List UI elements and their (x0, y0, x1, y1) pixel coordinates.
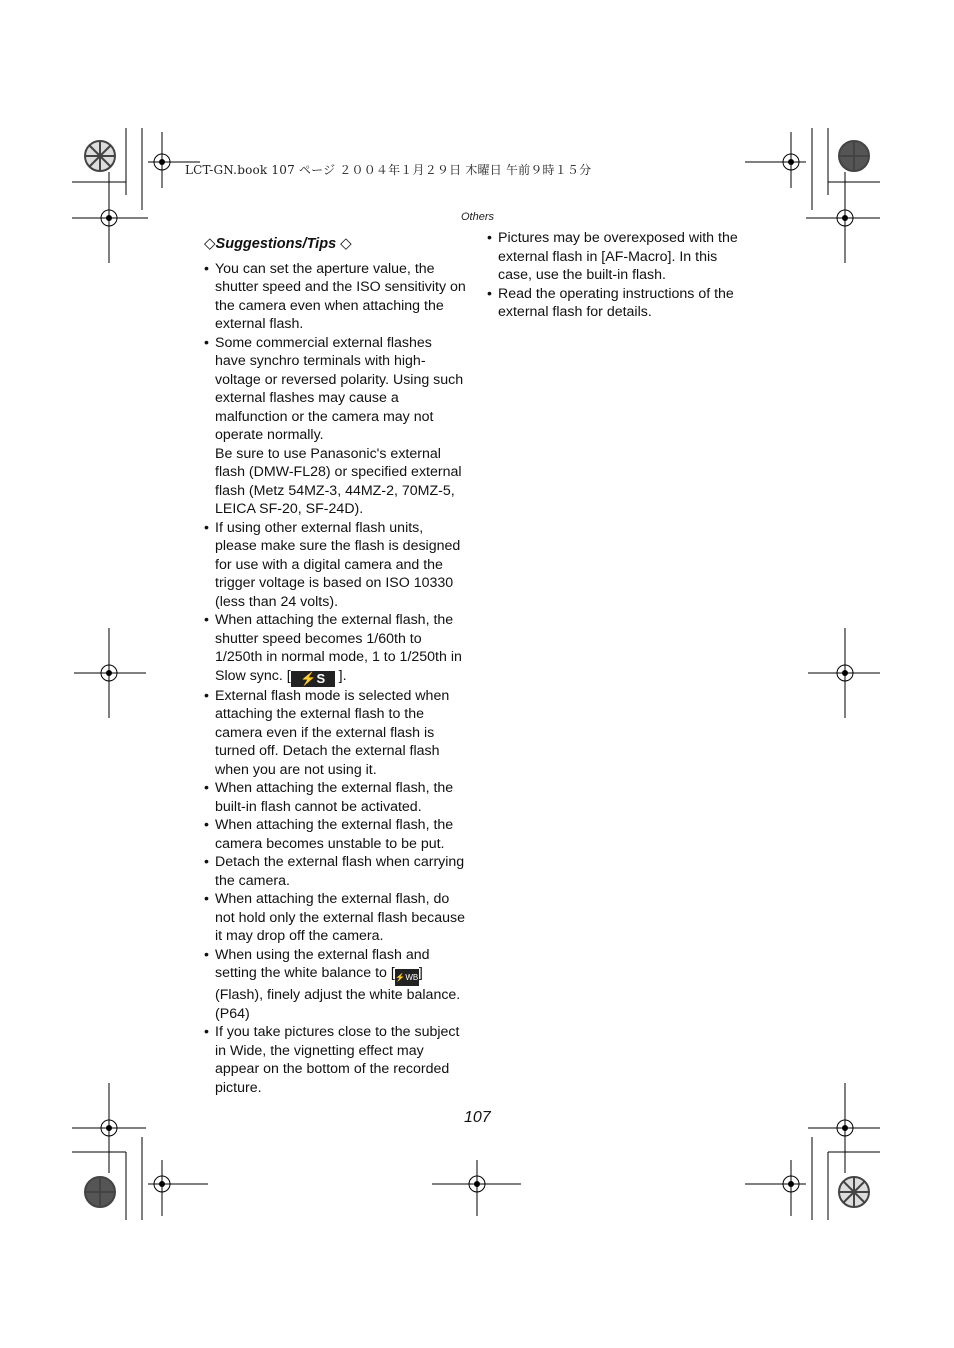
list-item (204, 853, 466, 890)
section-label: Others (461, 211, 495, 223)
suggestions-heading (204, 235, 466, 254)
list-item-text: When using the external flash and setting the white balance to [ (215, 946, 430, 981)
list-item-text: You can set the aperture value, the shutter speed and the ISO sensitivity on the camera even when attaching the external flash. (215, 260, 466, 332)
list-item-text: Be sure to use Panasonic's external flash (DMW-FL28) or specified external flash (Metz 54MZ-3, 44MZ-2, 70MZ-5, LEICA SF-20, SF-24D). (215, 445, 462, 517)
list-item-text: If you take pictures close to the subject in Wide, the vignetting effect may appear on the bottom of the recorded picture. (215, 1024, 460, 1096)
list-item-text: External flash mode is selected when attaching the external flash to the camera even if the external flash is turned off. Detach the external flash when you are not using it. (215, 687, 450, 778)
flash-white-balance-icon: ⚡WB (395, 969, 419, 986)
diamond-icon: ◇ (340, 235, 352, 252)
bullet: • (204, 260, 209, 277)
list-item (204, 519, 466, 612)
bullet: • (204, 519, 209, 536)
bullet: • (204, 1024, 209, 1040)
list-item-text: When attaching the external flash, do not hold only the external flash because it may drop off the camera. (215, 891, 466, 944)
list-item-text: When attaching the external flash, the built-in flash cannot be activated. (215, 780, 454, 815)
bullet: • (204, 891, 209, 907)
print-header: LCT-GN.book 107 ページ ２００４年１月２９日 木曜日 午前９時１５分 (185, 163, 592, 177)
bullet: • (204, 854, 209, 870)
list-item-text: Pictures may be overexposed with the external flash in [AF-Macro]. In this case, use the built-in flash. (498, 230, 738, 283)
page-number: 107 (464, 1109, 491, 1126)
list-item (204, 260, 466, 334)
bullet: • (487, 230, 492, 246)
list-item (204, 687, 466, 780)
flash-slow-sync-icon: ⚡S (291, 671, 335, 687)
list-item (204, 611, 466, 687)
list-item (204, 816, 466, 853)
list-item-text: Read the operating instructions of the external flash for details. (498, 285, 734, 320)
list-item (487, 285, 749, 322)
list-item (204, 946, 466, 1024)
heading-text: Suggestions/Tips (215, 236, 337, 252)
list-item (204, 334, 466, 519)
list-item-text: If using other external flash units, please make sure the flash is designed for use with a digital camera and the trigger voltage is based on ISO 10330 (less than 24 volts). (215, 519, 461, 610)
diamond-icon: ◇ (204, 235, 216, 252)
list-item (204, 779, 466, 816)
list-item (204, 890, 466, 946)
left-column (204, 235, 466, 1097)
bullet: • (204, 780, 209, 796)
bullet: • (204, 687, 209, 704)
bullet: • (204, 612, 209, 628)
list-item-text: ]. (338, 667, 347, 684)
bullet: • (204, 946, 209, 963)
list-item-text: When attaching the external flash, the camera becomes unstable to be put. (215, 817, 454, 852)
list-item-text: Detach the external flash when carrying the camera. (215, 854, 465, 889)
list-item-text: Some commercial external flashes have synchro terminals with high-voltage or reversed polarity. Using such external flashes may cause a malfunction or the camera may not operate normally. (215, 334, 464, 443)
right-column (487, 229, 749, 322)
list-item-text: ] (Flash), finely adjust the white balance. (P64) (215, 965, 461, 1022)
list-item (487, 229, 749, 285)
list-item (204, 1023, 466, 1097)
bullet: • (204, 817, 209, 833)
tips-list-continued (487, 229, 749, 322)
list-item-text: When attaching the external flash, the shutter speed becomes 1/60th to 1/250th in normal mode, 1 to 1/250th in Slow sync. [ (215, 612, 462, 684)
bullet: • (204, 334, 209, 351)
bullet: • (487, 285, 492, 302)
tips-list (204, 260, 466, 1098)
